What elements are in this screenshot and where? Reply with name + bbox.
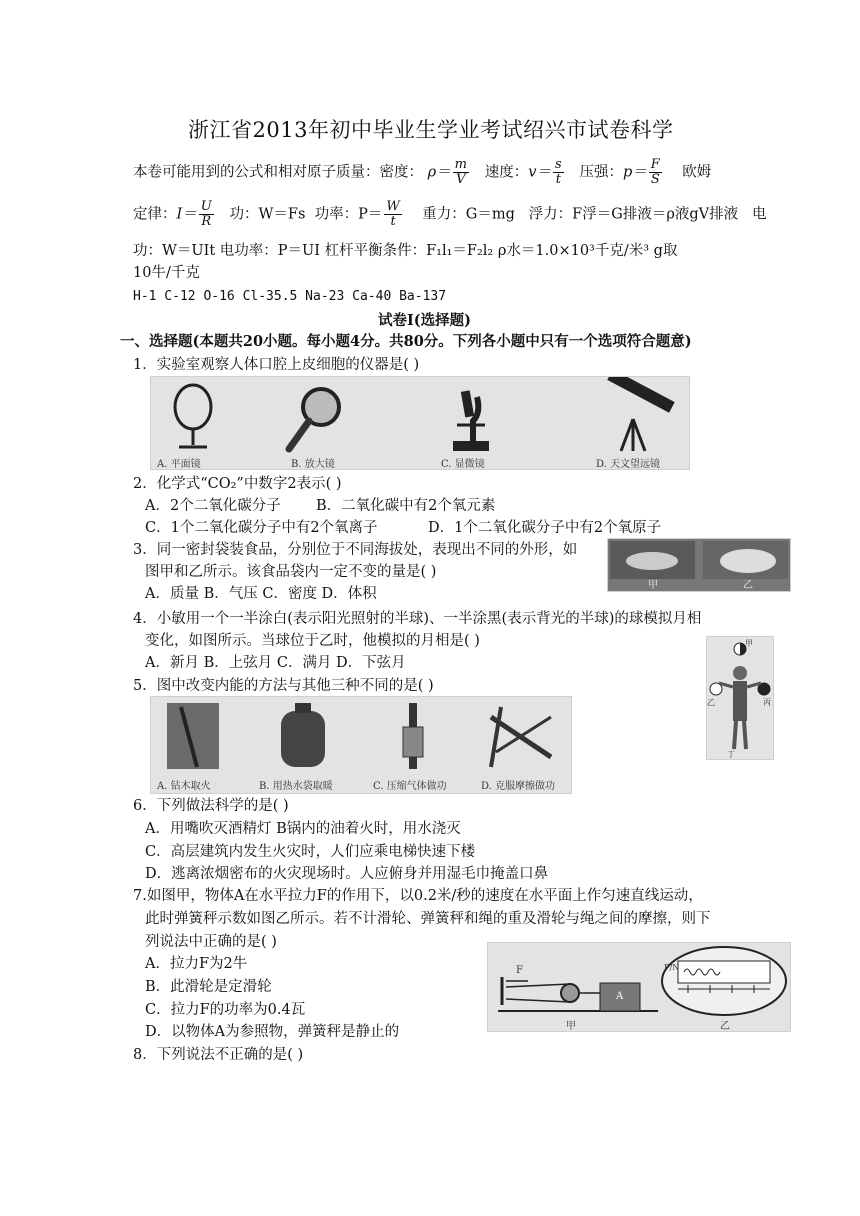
q7-caption-yi: 乙 (720, 1021, 730, 1032)
ohm-fraction (199, 200, 214, 229)
q6-option-d: D．逃离浓烟密布的火灾现场时。人应俯身并用湿毛巾掩盖口鼻 (145, 866, 549, 882)
q5-caption-b: B. 用热水袋取暖 (259, 781, 333, 792)
section-title: 试卷Ⅰ(选择题) (378, 312, 472, 329)
q3-figure (607, 538, 791, 592)
q3-options: A．质量 B．气压 C．密度 D．体积 (145, 586, 377, 602)
q1-caption-d: D. 天文望远镜 (596, 459, 661, 470)
speed-den: t (555, 172, 561, 187)
q7-caption-jia: 甲 (566, 1021, 576, 1032)
ohm-label: 欧姆 (682, 164, 712, 181)
q6-option-ab: A．用嘴吹灭酒精灯 B锅内的油着火时，用水浇灭 (145, 821, 461, 837)
q8-stem: 8．下列说法不正确的是( ) (133, 1047, 304, 1063)
gravity-formula: 重力：G＝mg (422, 206, 515, 223)
power-fraction (384, 200, 401, 229)
buoyancy-formula: 浮力：F浮＝G排液＝ρ液gV排液 (528, 206, 739, 223)
q4-stem-line1: 4．小敏用一个一半涂白(表示阳光照射的半球)、一半涂黑(表示背光的半球)的球模拟月相 (133, 611, 702, 627)
power-den: t (390, 214, 396, 229)
q6-stem: 6．下列做法科学的是( ) (133, 798, 289, 814)
ohm-num: U (200, 199, 212, 214)
q3-stem-line1: 3．同一密封袋装食品，分别位于不同海拔处，表现出不同的外形，如 (133, 542, 578, 558)
q7-option-d: D．以物体A为参照物，弹簧秤是静止的 (145, 1024, 400, 1040)
ohm-den: R (201, 214, 212, 229)
q7-figure (487, 942, 791, 1032)
formula-line-3: 功：W＝UIt 电功率：P＝UI 杠杆平衡条件：F₁l₁＝F₂l₂ ρ水＝1.0×10³千克/米³ g取 (133, 243, 678, 259)
formula-line-4: 10牛/千克 (133, 265, 200, 281)
formula-line-2 (133, 200, 766, 229)
pressure-lhs: p＝ (623, 164, 647, 181)
formula-line-1 (133, 158, 711, 187)
power-label: 功率：P＝ (314, 206, 383, 223)
density-num: m (454, 157, 467, 172)
q4-label-bing: 丙 (763, 698, 771, 707)
buoyancy-end: 电 (751, 206, 767, 223)
q7-label-f: F (516, 965, 523, 976)
q4-label-jia: 甲 (745, 639, 753, 648)
q7-label-unit: F/N (664, 963, 680, 972)
instructions: 一、选择题(本题共20小题。每小题4分。共80分。下列各小题中只有一个选项符合题意) (120, 333, 692, 350)
page-title: 浙江省2013年初中毕业生学业考试绍兴市试卷科学 (188, 118, 674, 142)
q5-caption-d: D. 克服摩擦做功 (481, 781, 556, 792)
pressure-num: F (650, 157, 660, 172)
q5-caption-a: A. 钻木取火 (157, 781, 211, 792)
q4-label-ding: 丁 (727, 750, 735, 759)
formula-intro: 本卷可能用到的公式和相对原子质量：密度： (133, 164, 423, 181)
speed-lhs: v＝ (528, 164, 551, 181)
q3-stem-line2: 图甲和乙所示。该食品袋内一定不变的量是( ) (145, 564, 437, 580)
atomic-masses: H-1 C-12 O-16 Cl-35.5 Na-23 Ca-40 Ba-137 (133, 289, 447, 304)
density-fraction (453, 158, 469, 187)
ohm-cont: 定律： (133, 206, 177, 223)
q1-figure (150, 376, 690, 470)
q1-caption-c: C. 显微镜 (441, 459, 485, 470)
speed-fraction (553, 158, 564, 187)
q1-caption-a: A. 平面镜 (157, 459, 201, 470)
q3-caption-jia: 甲 (648, 580, 658, 591)
q2-stem: 2．化学式“CO₂”中数字2表示( ) (133, 476, 342, 492)
ohm-lhs: I＝ (176, 206, 197, 223)
speed-label: 速度： (484, 164, 529, 181)
q4-options: A．新月 B．上弦月 C．满月 D．下弦月 (145, 655, 406, 671)
q2-option-b: B．二氧化碳中有2个氧元素 (316, 498, 496, 514)
q7-stem-line3: 列说法中正确的是( ) (145, 934, 277, 950)
q7-option-a: A．拉力F为2牛 (145, 956, 248, 972)
q4-label-yi: 乙 (707, 698, 715, 707)
q3-caption-yi: 乙 (743, 580, 753, 591)
q7-option-c: C．拉力F的功率为0.4瓦 (145, 1002, 306, 1018)
q5-figure (150, 696, 572, 794)
q4-stem-line2: 变化，如图所示。当球位于乙时，他模拟的月相是( ) (145, 633, 480, 649)
pressure-fraction (649, 158, 662, 187)
q2-option-c: C．1个二氧化碳分子中有2个氧离子 (145, 520, 378, 536)
q7-option-b: B．此滑轮是定滑轮 (145, 979, 272, 995)
q1-stem: 1．实验室观察人体口腔上皮细胞的仪器是( ) (133, 357, 420, 373)
pressure-den: S (650, 172, 660, 187)
speed-num: s (555, 157, 562, 172)
q7-stem-line1: 7.如图甲，物体A在水平拉力F的作用下，以0.2米/秒的速度在水平面上作匀速直线运动， (133, 888, 703, 904)
density-lhs: ρ＝ (427, 164, 451, 181)
q7-label-a: A (616, 991, 624, 1002)
q2-option-a: A．2个二氧化碳分子 (145, 498, 281, 514)
pressure-label: 压强： (579, 164, 623, 181)
q1-caption-b: B. 放大镜 (291, 459, 335, 470)
power-num: W (386, 199, 400, 214)
q6-option-c: C．高层建筑内发生火灾时，人们应乘电梯快速下楼 (145, 844, 476, 860)
work-formula: 功：W＝Fs (229, 206, 306, 223)
q2-option-d: D．1个二氧化碳分子中有2个氧原子 (428, 520, 662, 536)
q7-stem-line2: 此时弹簧秤示数如图乙所示。若不计滑轮、弹簧秤和绳的重及滑轮与绳之间的摩擦，则下 (145, 911, 711, 927)
density-den: V (456, 172, 466, 187)
q4-figure (706, 636, 774, 760)
q5-stem: 5．图中改变内能的方法与其他三种不同的是( ) (133, 678, 434, 694)
q5-caption-c: C. 压缩气体做功 (373, 781, 447, 792)
